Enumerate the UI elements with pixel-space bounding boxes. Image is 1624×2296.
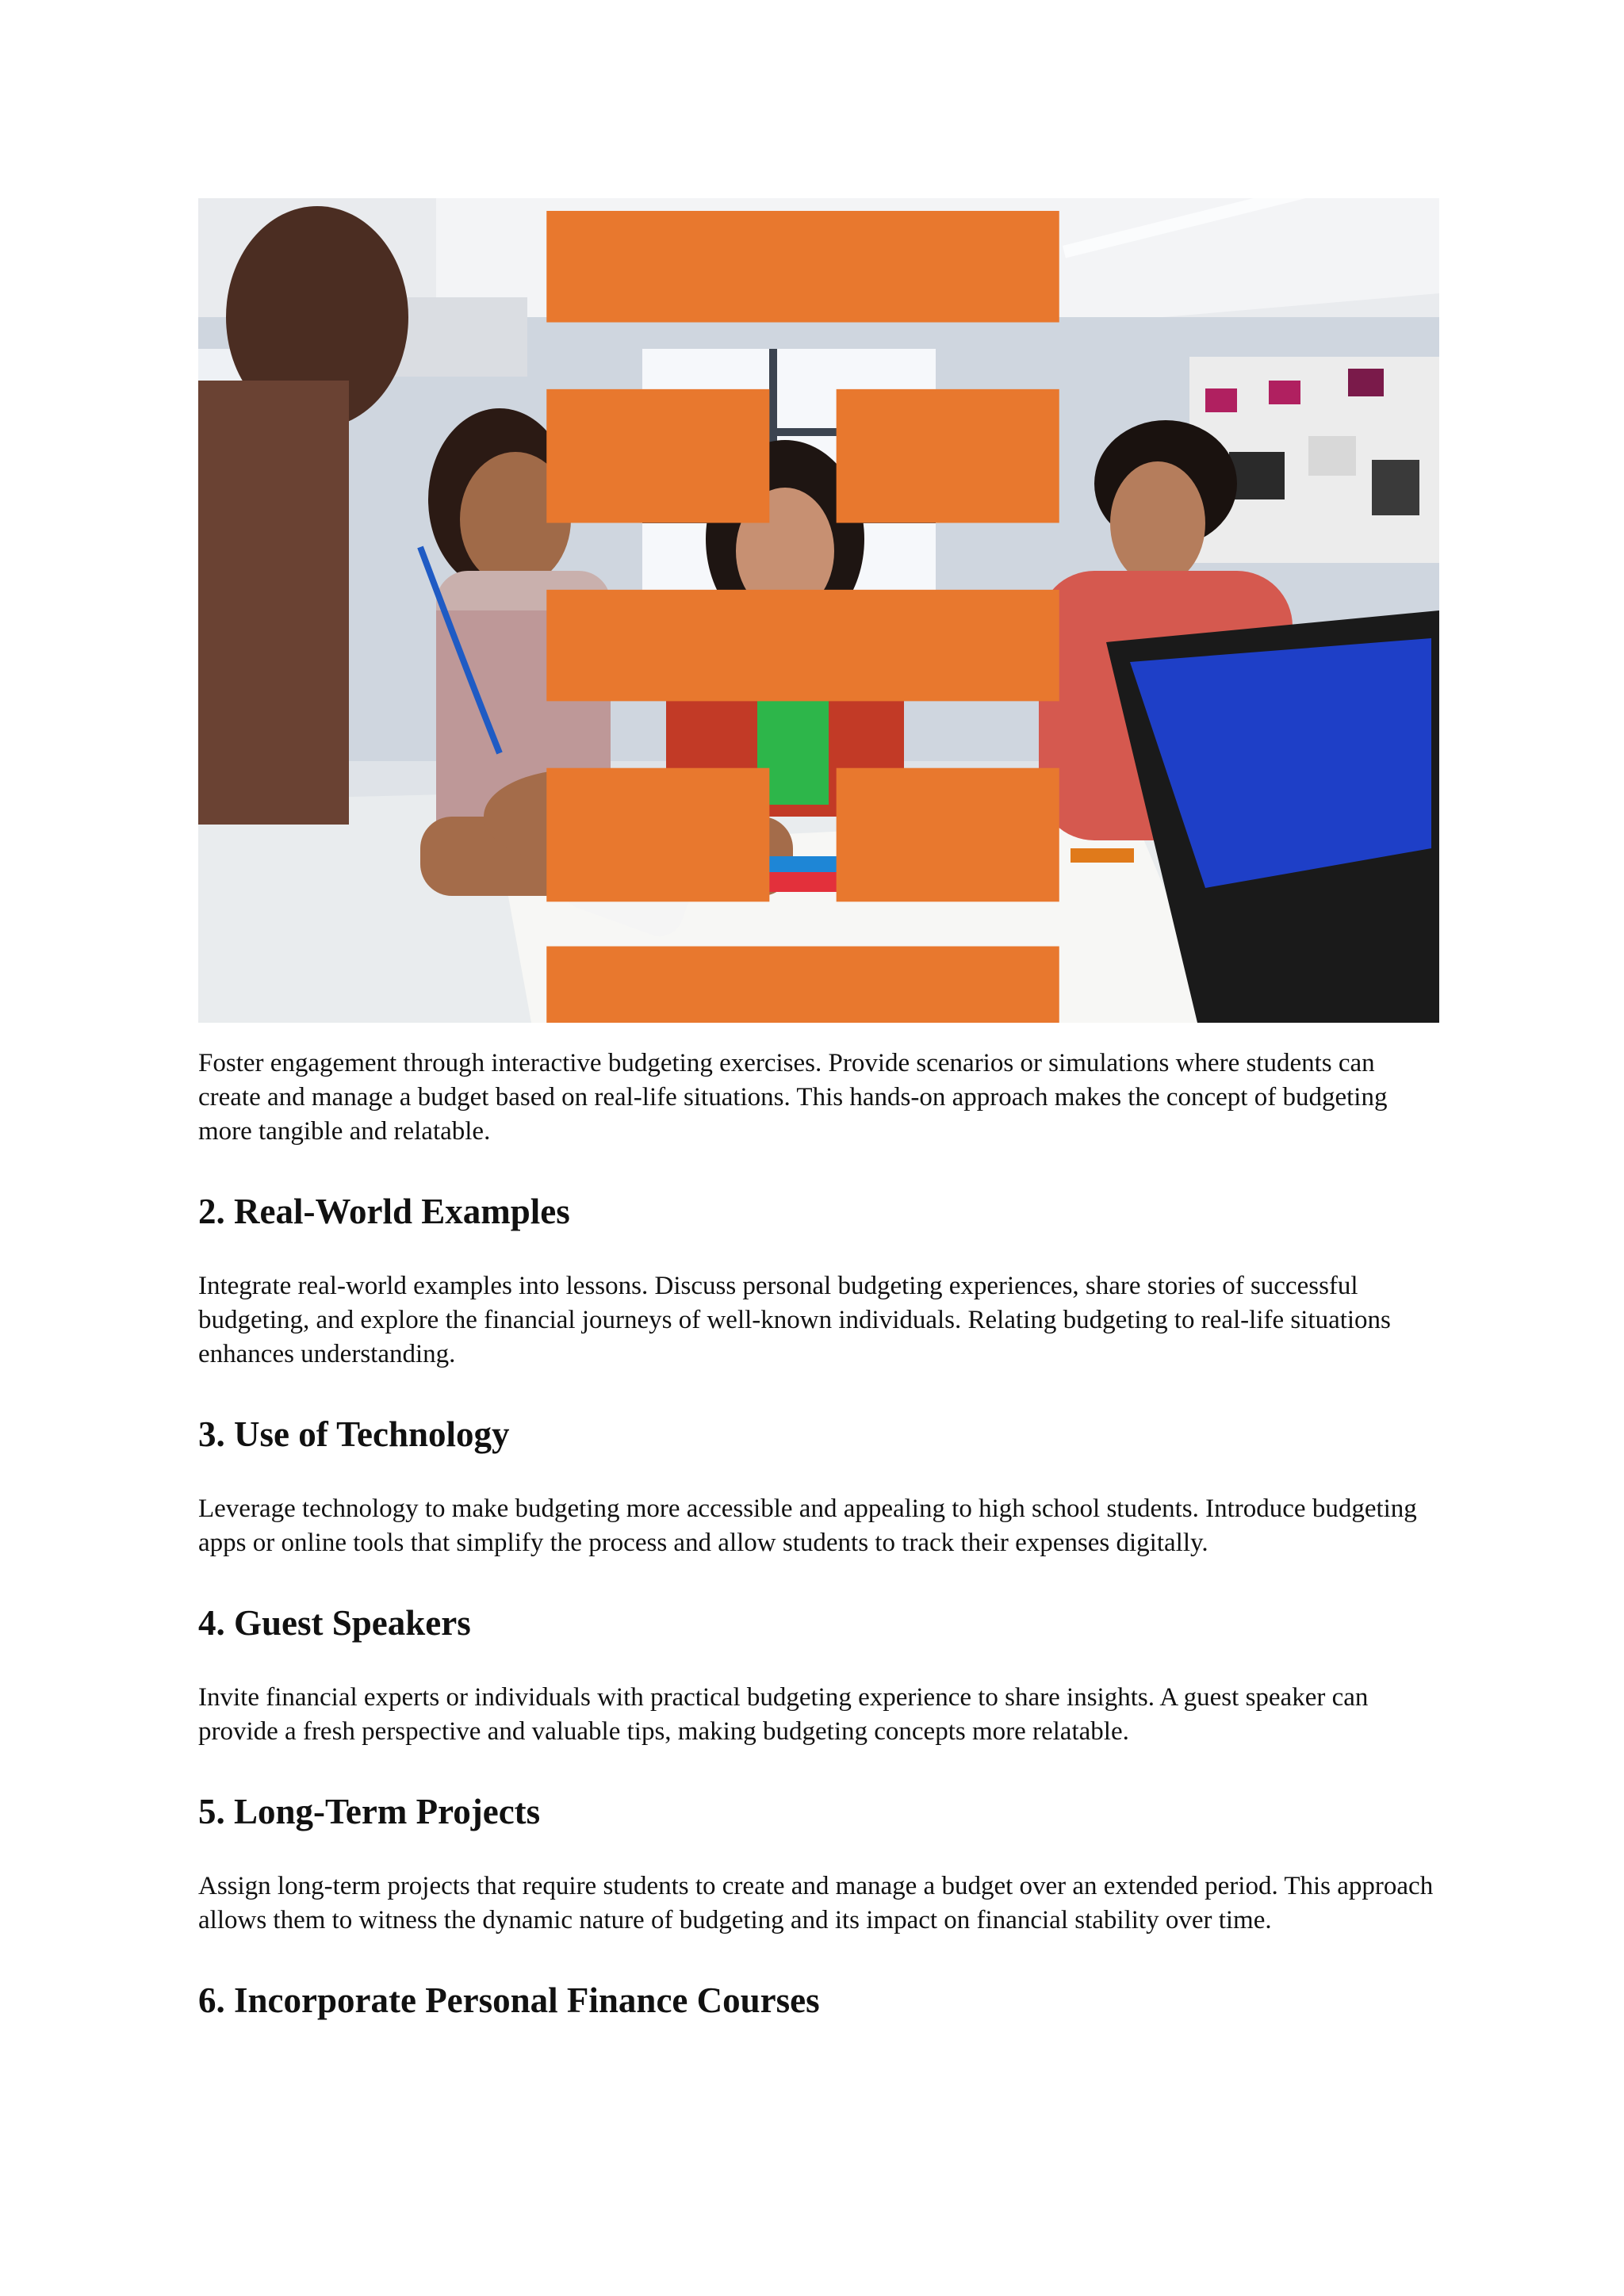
section-body: Assign long-term projects that require students to create and manage a budget over an extended period. This approach allows them to witness the dynamic nature of budgeting and its impact on financial stability over time. [198, 1872, 1434, 1934]
section-use-of-technology [198, 1413, 1439, 1560]
section-body: Invite financial experts or individuals with practical budgeting experience to share insights. A guest speaker can provide a fresh perspective and valuable tips, making budgeting concepts more relatable. [198, 1683, 1369, 1746]
section-body: Leverage technology to make budgeting more accessible and appealing to high school students. Introduce budgeting apps or online tools that simplify the process and allow students to track their expenses digitally. [198, 1494, 1417, 1557]
section-heading: 4. Guest Speakers [198, 1603, 471, 1643]
section-guest-speakers [198, 1601, 1439, 1749]
document-page [198, 198, 1439, 2058]
intro-paragraph: Foster engagement through interactive budgeting exercises. Provide scenarios or simulations where students can create and manage a budget based on real-life situations. This hands-on approach makes the concept of budgeting more tangible and relatable. [198, 1049, 1388, 1146]
section-real-world-examples [198, 1190, 1439, 1372]
section-heading: 6. Incorporate Personal Finance Courses [198, 1980, 820, 2020]
section-long-term-projects [198, 1790, 1439, 1938]
classroom-photo [198, 198, 1439, 1023]
section-heading: 2. Real-World Examples [198, 1192, 570, 1231]
section-personal-finance-courses [198, 1979, 1439, 2022]
section-heading: 3. Use of Technology [198, 1414, 510, 1454]
section-body: Integrate real-world examples into lessons. Discuss personal budgeting experiences, share stories of successful budgeting, and explore the financial journeys of well-known individuals. Relating budgeting to real-life situations enhances understanding. [198, 1272, 1391, 1368]
section-heading: 5. Long-Term Projects [198, 1792, 541, 1831]
brand-logo-icon [198, 211, 1423, 1023]
